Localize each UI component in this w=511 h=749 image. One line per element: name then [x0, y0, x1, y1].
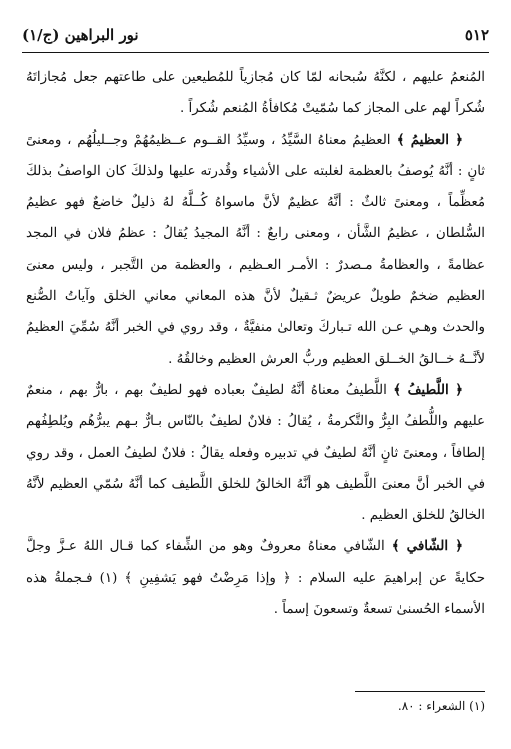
- paragraph-continuation: [26, 62, 485, 125]
- header-rule: [22, 52, 489, 53]
- paragraph-text: الشّافي معناهُ معروفٌ وهو من الشِّفاء كما قـال اللهُ عـزَّ وجلَّ حكايةً عن إبراهيمَ عليه السلام : ﴿ وإذا مَرِضْتُ فهو يَشفِينِ ﴾ (١) فـجملةُ هذه الأسماء الحُسنىٰ تسعةٌ وتسعونَ إسماً .: [26, 539, 485, 618]
- paragraph-al-latif: [26, 375, 485, 531]
- paragraph-text: المُنعمُ عليهم ، لكنَّهُ سُبحانه لمّا كان مُجازياً للمُطيعين على طاعتهم جعل مُجازاتَهُ شُكراً لهم على المجاز كما سُمّيتْ مُكافأةُ المُنعم شُكراً .: [26, 70, 485, 117]
- term-heading: ﴿ العظيمُ ﴾: [390, 131, 463, 148]
- running-title: نور البراهين (ج/١): [22, 26, 139, 44]
- page-number: ٥١٢: [464, 26, 489, 44]
- term-heading: ﴿ اللَّطيفُ ﴾: [386, 381, 463, 398]
- paragraph-al-azim: [26, 125, 485, 375]
- page-header: [22, 22, 489, 48]
- paragraph-al-shafi: [26, 531, 485, 625]
- main-text: [26, 62, 485, 625]
- term-heading: ﴿ الشّافي ﴾: [384, 538, 463, 555]
- paragraph-text: اللَّطيفُ معناهُ أنَّهُ لطيفٌ بعباده فهو لطيفٌ بهم ، بارٌّ بهم ، منعمٌ عليهم واللُّطفُ البِرُّ والتَّكرمةُ ، يُقالُ : فلانٌ لطيفٌ بالنّاس بـارٌّ بـهم يبرُّهُم ويُلطِفُهم إلطافاً ، ومعنىً ثانٍ أنَّهُ لطيفٌ في تدبيره وفعله يقالُ : فلانٌ لطيفُ العمل ، وقد روي في الخبر أنَّ معنىَ اللَّطيف هو أنَّهُ الخالقُ للخلق اللَّطيف كما أنَّهُ سُمّي العظيم لأنَّهُ الخالقُ للخلق العظيم .: [26, 382, 485, 524]
- footnote-rule: [355, 691, 485, 692]
- footnote: (١) الشعراء : ٨٠.: [397, 699, 485, 713]
- paragraph-text: العظيمُ معناهُ السَّيِّدُ ، وسيِّدُ القــوم عــظيمُهُمْ وجــليلُهُم ، ومعنىً ثانٍ : أنَّهُ يُوصفُ بالعظمة لغلبته على الأشياء وقُدرته عليها ولذلكَ كان الواصفُ بذلكَ مُعظِّماً ، ومعنىً ثالثٌ : أنَّهُ عظيمٌ لأنَّ ماسواهُ كُــلَّهُ لهُ ذليلٌ خاضعٌ فهو عظيمُ السُّلطان ، عظيمُ الشَّأن ، ومعنى رابعٌ : أنَّهُ المجيدُ يُقالُ : عظمُ فلان في المجد عظامةً ، والعظامةُ مـصدرٌ : الأمـر العـظيم ، والعظمة من التَّجبر ، وليس معنىَ العظيم ضخمٌ طويلٌ عريضٌ ثـقيلٌ لأنَّ هذه المعاني معاني الخلق وآياتُ الصُّنع والحدث وهـي عـن الله تـباركَ وتعالىٰ منفيَّةٌ ، وقد روي في الخبر أنَّهُ سُمِّيَ العظيمُ لأنَّــهُ خــالقُ الخــلق العظيم وربُّ العرش العظيم وخالقُهُ .: [26, 132, 485, 367]
